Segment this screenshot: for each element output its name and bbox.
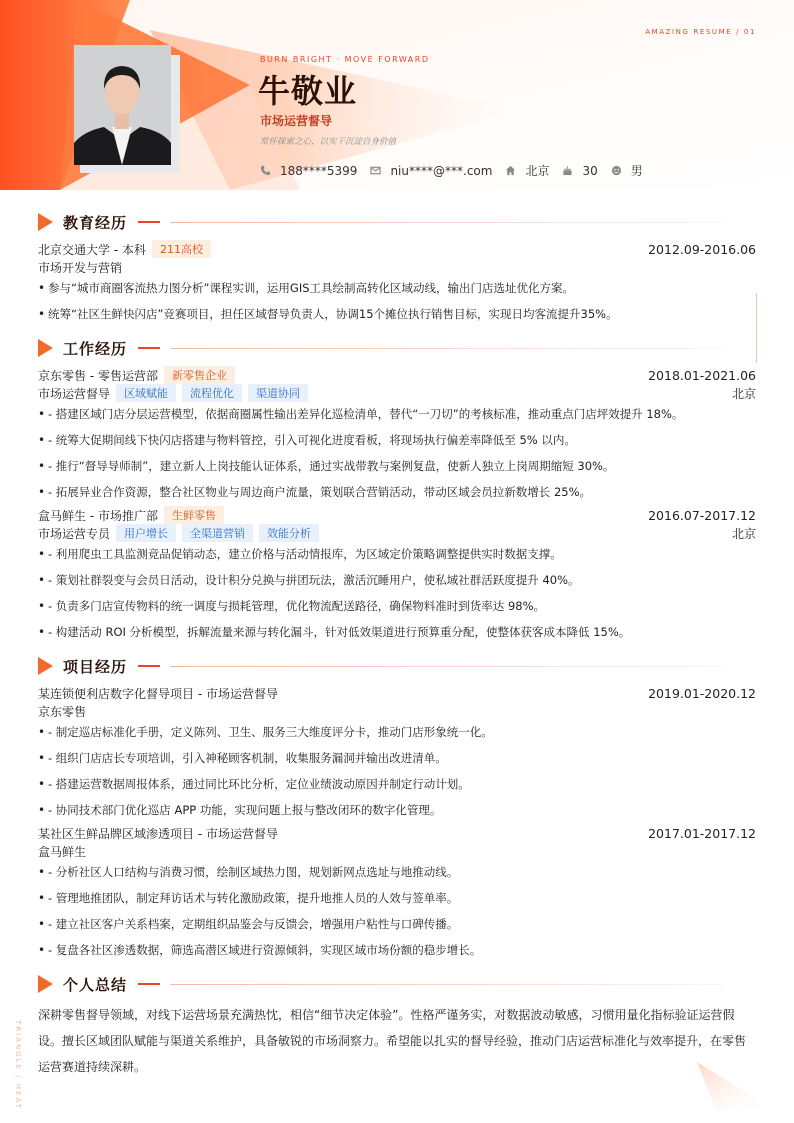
school-group — [38, 240, 211, 258]
school-tag: 211高校 — [152, 240, 211, 258]
date-range: 2019.01-2020.12 — [648, 685, 756, 701]
motto: 常怀探索之心，以实干沉淀自身价值 — [260, 137, 397, 147]
project-org: 盒马鲜生 — [38, 844, 87, 859]
section-title: 个人总结 — [63, 975, 128, 994]
company-tag: 新零售企业 — [164, 366, 235, 384]
list-item: • - 搭建区域门店分层运营模型，依据商圈属性输出差异化巡检清单，替代“一刀切”的考核标准，推动重点门店坪效提升 18%。 — [38, 407, 756, 422]
skill-tag: 用户增长 — [116, 524, 176, 542]
list-item: • - 构建活动 ROI 分析模型，拆解流量来源与转化漏斗，针对低效渠道进行预算重分配，使整体获客成本降低 15%。 — [38, 625, 756, 640]
list-item: • - 策划社群裂变与会员日活动，设计积分兑换与拼团玩法，激活沉睡用户，使私域社群活跃度提升 40%。 — [38, 573, 756, 588]
contact-location — [505, 162, 549, 179]
phone-icon — [260, 165, 271, 176]
contact-gender — [611, 162, 643, 179]
triangle-icon — [38, 213, 53, 231]
major: 市场开发与营销 — [38, 260, 123, 275]
age-text: 30 — [582, 163, 598, 178]
triangle-icon — [38, 339, 53, 357]
phone-text: 188****5399 — [280, 163, 358, 178]
position: 市场运营专员 — [38, 526, 111, 541]
resume-header — [0, 0, 794, 190]
date-range: 2012.09-2016.06 — [648, 241, 756, 257]
list-item: • - 搭建运营数据周报体系，通过同比环比分析，定位业绩波动原因并制定行动计划。 — [38, 777, 756, 792]
org-row — [38, 702, 756, 720]
list-item: • - 建立社区客户关系档案，定期组织品鉴会与反馈会，增强用户粘性与口碑传播。 — [38, 917, 756, 932]
cake-icon — [562, 165, 573, 176]
company-name: 京东零售 - 零售运营部 — [38, 368, 158, 383]
slogan: BURN BRIGHT · MOVE FORWARD — [260, 55, 430, 64]
side-watermark-text: TRIANGLE / HEAT — [14, 1020, 22, 1110]
project-row — [38, 684, 756, 702]
mail-icon — [370, 165, 381, 176]
profile-photo — [74, 45, 171, 165]
contact-bar — [260, 162, 656, 179]
work-entry — [38, 366, 756, 500]
position-group — [38, 384, 308, 402]
list-item: • - 制定巡店标准化手册，定义陈列、卫生、服务三大维度评分卡，推动门店形象统一化。 — [38, 725, 756, 740]
project-entry — [38, 824, 756, 958]
education-row — [38, 240, 756, 258]
contact-age — [562, 164, 597, 178]
skill-tag: 效能分析 — [259, 524, 319, 542]
smile-icon — [611, 165, 622, 176]
company-name: 盒马鲜生 - 市场推广部 — [38, 508, 158, 523]
title-dash — [138, 221, 160, 223]
work-bullets — [38, 407, 756, 500]
triangle-icon — [38, 657, 53, 675]
position: 市场运营督导 — [38, 386, 111, 401]
company-row — [38, 506, 756, 524]
email-text: niu****@***.com — [390, 163, 493, 178]
home-icon — [505, 165, 516, 176]
position-row — [38, 384, 756, 402]
top-tag: AMAZING RESUME / 01 — [645, 28, 756, 36]
section-title: 项目经历 — [63, 657, 128, 676]
list-item: • 统筹“社区生鲜快闪店”竞赛项目，担任区域督导负责人，协调15个摊位执行销售目标，实现日均客流提升35%。 — [38, 307, 756, 322]
triangle-icon — [38, 975, 53, 993]
skill-tag: 区域赋能 — [116, 384, 176, 402]
list-item: • - 协同技术部门优化巡店 APP 功能，实现问题上报与整改闭环的数字化管理。 — [38, 803, 756, 818]
resume-content — [38, 210, 756, 1080]
list-item: • - 负责多门店宣传物料的统一调度与损耗管理，优化物流配送路径，确保物料准时到货率达 98%。 — [38, 599, 756, 614]
title-dash — [138, 665, 160, 667]
section-title: 教育经历 — [63, 213, 128, 232]
education-bullets — [38, 281, 756, 322]
summary-text: 深耕零售督导领域，对线下运营场景充满热忱，相信“细节决定体验”。性格严谨务实，对数据波动敏感，习惯用量化指标验证运营假设。擅长区域团队赋能与渠道关系维护，具备敏锐的市场洞察力。希望能以扎实的督导经验，推动门店运营标准化与效率提升，在零售运营赛道持续深耕。 — [38, 1008, 747, 1074]
list-item: • - 组织门店店长专项培训，引入神秘顾客机制，收集服务漏洞并输出改进清单。 — [38, 751, 756, 766]
location: 北京 — [731, 526, 756, 541]
skill-tag: 流程优化 — [182, 384, 242, 402]
org-row — [38, 842, 756, 860]
person-avatar-icon — [74, 45, 171, 165]
title-dash — [138, 983, 160, 985]
title-dash — [138, 347, 160, 349]
list-item: • - 统筹大促期间线下快闪店搭建与物料管控，引入可视化进度看板，将现场执行偏差率降低至 5% 以内。 — [38, 433, 756, 448]
education-entry — [38, 240, 756, 322]
list-item: • - 分析社区人口结构与消费习惯，绘制区域热力图，规划新网点选址与地推动线。 — [38, 865, 756, 880]
list-item: • 参与“城市商圈客流热力图分析”课程实训，运用GIS工具绘制高转化区域动线，输出门店选址优化方案。 — [38, 281, 756, 296]
list-item: • - 复盘各社区渗透数据，筛选高潜区域进行资源倾斜，实现区域市场份额的稳步增长。 — [38, 943, 756, 958]
school-name: 北京交通大学 - 本科 — [38, 242, 146, 257]
project-entry — [38, 684, 756, 818]
section-summary-header — [38, 972, 756, 996]
company-group — [38, 506, 224, 524]
project-bullets — [38, 865, 756, 958]
company-row — [38, 366, 756, 384]
decor-vertical-line — [756, 293, 757, 363]
work-bullets — [38, 547, 756, 640]
section-title: 工作经历 — [63, 339, 128, 358]
date-range: 2018.01-2021.06 — [648, 367, 756, 383]
section-work-header — [38, 336, 756, 360]
date-range: 2016.07-2017.12 — [648, 507, 756, 523]
position-row — [38, 524, 756, 542]
title-line — [170, 984, 722, 985]
location-text: 北京 — [525, 164, 550, 178]
list-item: • - 拓展异业合作资源，整合社区物业与周边商户流量，策划联合营销活动，带动区域会员拉新数增长 25%。 — [38, 485, 756, 500]
title-line — [170, 348, 722, 349]
date-range: 2017.01-2017.12 — [648, 825, 756, 841]
contact-phone — [260, 164, 357, 178]
project-name: 某连锁便利店数字化督导项目 - 市场运营督导 — [38, 686, 278, 701]
title-line — [170, 666, 722, 667]
project-row — [38, 824, 756, 842]
project-org: 京东零售 — [38, 704, 87, 719]
company-tag: 生鲜零售 — [164, 506, 224, 524]
section-projects-header — [38, 654, 756, 678]
skill-tag: 渠道协同 — [248, 384, 308, 402]
skill-tag: 全渠道营销 — [182, 524, 253, 542]
title-line — [170, 222, 722, 223]
section-education-header — [38, 210, 756, 234]
list-item: • - 利用爬虫工具监测竞品促销动态，建立价格与活动情报库，为区域定价策略调整提供实时数据支撑。 — [38, 547, 756, 562]
work-entry — [38, 506, 756, 640]
list-item: • - 推行“督导导师制”，建立新人上岗技能认证体系，通过实战带教与案例复盘，使新人独立上岗周期缩短 30%。 — [38, 459, 756, 474]
gender-text: 男 — [630, 164, 643, 178]
position-group — [38, 524, 319, 542]
list-item: • - 管理地推团队，制定拜访话术与转化激励政策，提升地推人员的人效与签单率。 — [38, 891, 756, 906]
location: 北京 — [731, 386, 756, 401]
major-row — [38, 258, 756, 276]
project-bullets — [38, 725, 756, 818]
contact-email — [370, 164, 492, 178]
project-name: 某社区生鲜品牌区域渗透项目 - 市场运营督导 — [38, 826, 278, 841]
target-role: 市场运营督导 — [260, 114, 333, 128]
candidate-name: 牛敬业 — [258, 72, 358, 110]
company-group — [38, 366, 235, 384]
